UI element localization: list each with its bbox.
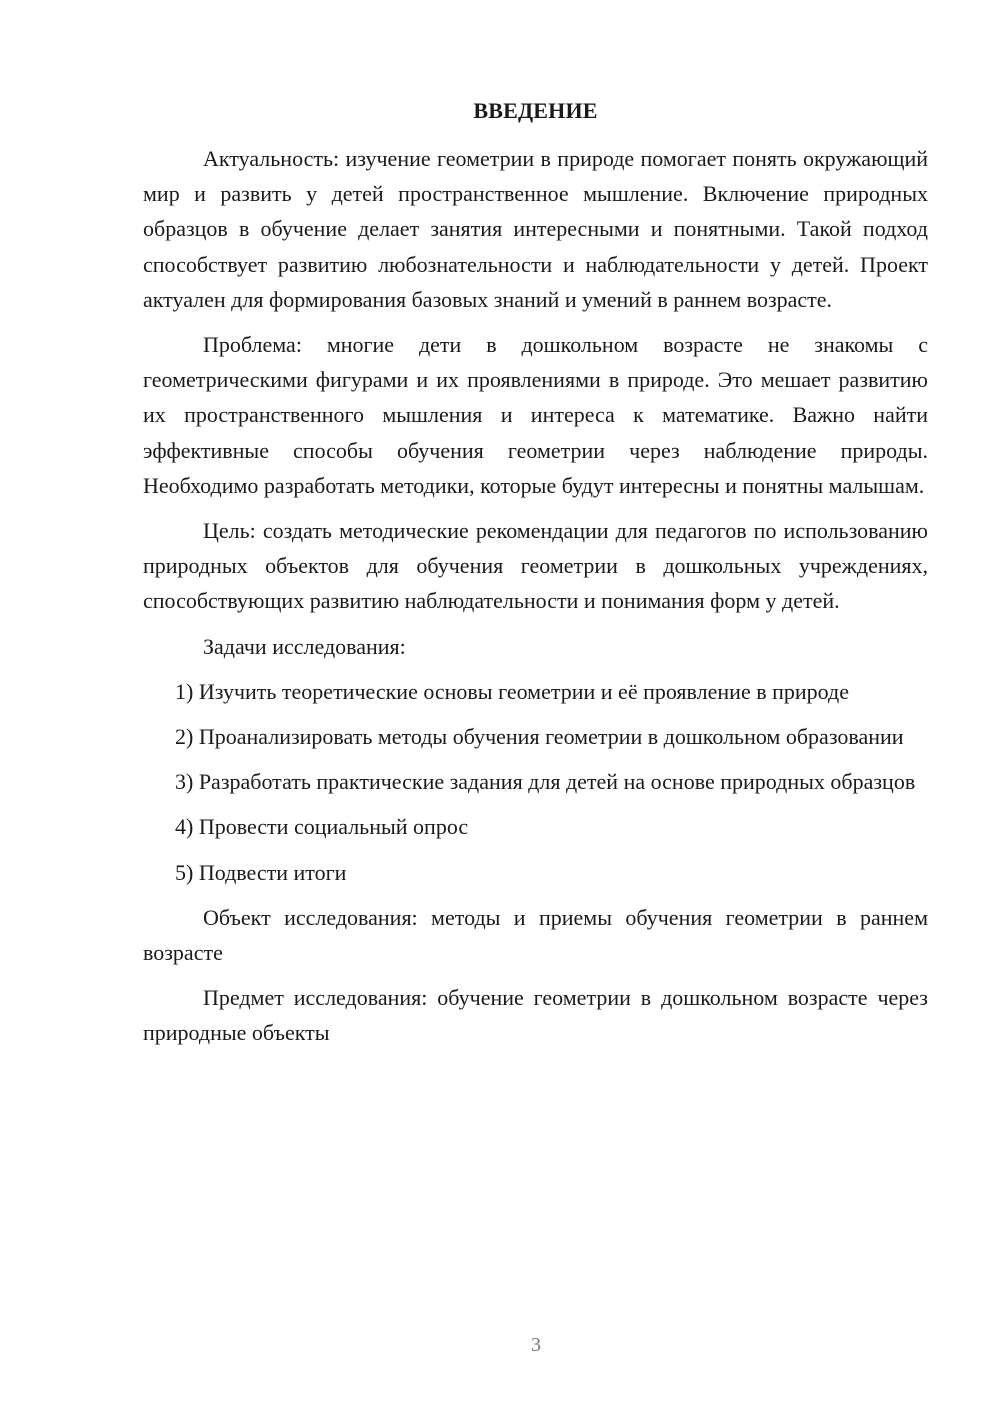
paragraph-goal: Цель: создать методические рекомендации для педагогов по использованию природных объектов для обучения геометрии в дошкольных учреждениях, способствующих развитию наблюдательности и понимания форм у детей. <box>143 518 928 614</box>
list-item: 4) Провести социальный опрос <box>175 814 469 840</box>
paragraph-subject: Предмет исследования: обучение геометрии в дошкольном возрасте через природные объекты <box>143 985 928 1046</box>
page-title: ВВЕДЕНИЕ <box>473 98 598 123</box>
paragraph-object: Объект исследования: методы и приемы обучения геометрии в раннем возрасте <box>143 904 928 966</box>
list-item: 5) Подвести итоги <box>175 859 347 885</box>
tasks-list <box>143 674 928 890</box>
list-item: 2) Проанализировать методы обучения геометрии в дошкольном образовании <box>175 724 904 750</box>
paragraph-problem: Проблема: многие дети в дошкольном возрасте не знакомы с геометрическими фигурами и их проявлениями в природе. Это мешает развитию их пространственного мышления и интереса к математике. Важно найти эффективные способы обучения геометрии через наблюдение природы. Необходимо разработать методики, которые будут интересны и понятны малышам. <box>143 332 928 498</box>
list-item: 1) Изучить теоретические основы геометрии и её проявление в природе <box>175 678 849 704</box>
page-number: 3 <box>531 1334 541 1356</box>
paragraph-relevance: Актуальность: изучение геометрии в природе помогает понять окружающий мир и развить у детей пространственное мышление. Включение природных образцов в обучение делает занятия интересными и понятными. Такой подход способствует развитию любознательности и наблюдательности у детей. Проект актуален для формирования базовых знаний и умений в раннем возрасте. <box>143 146 928 312</box>
tasks-heading: Задачи исследования: <box>203 633 406 659</box>
list-item: 3) Разработать практические задания для детей на основе природных образцов <box>175 769 916 795</box>
document-page <box>143 94 928 1051</box>
